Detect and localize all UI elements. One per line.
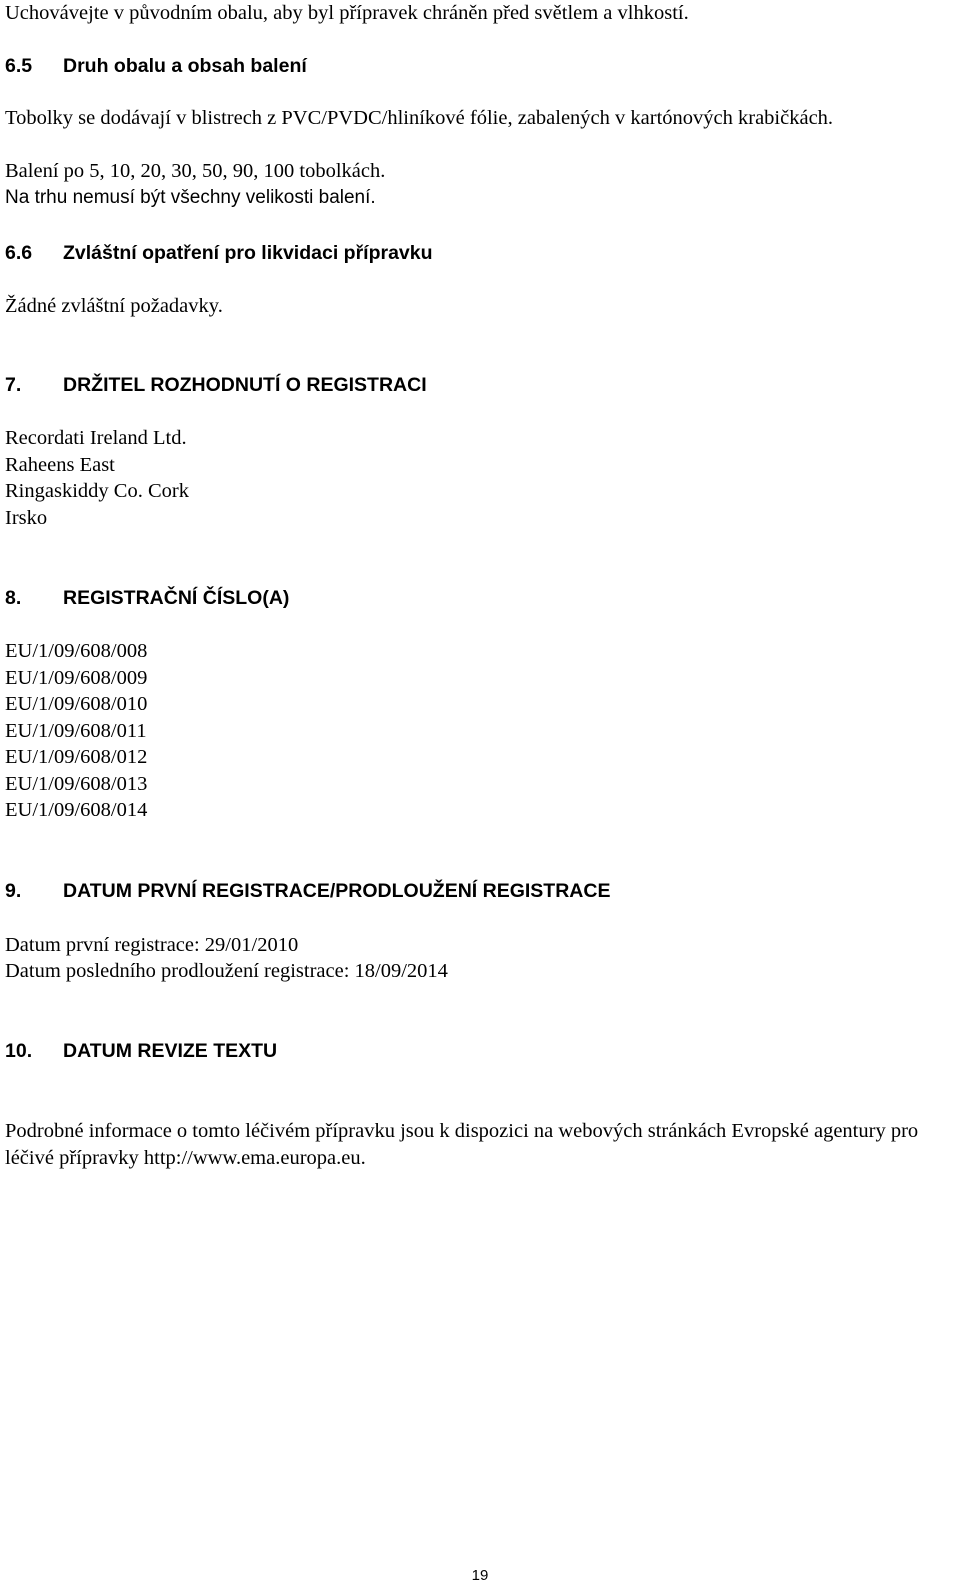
section-title: DRŽITEL ROZHODNUTÍ O REGISTRACI	[63, 374, 427, 396]
registration-number-list	[5, 638, 147, 824]
section-title: Druh obalu a obsah balení	[63, 55, 307, 77]
section-number: 9.	[5, 880, 22, 902]
registration-number: EU/1/09/608/009	[5, 666, 148, 689]
section-6-6-heading	[5, 240, 433, 266]
section-title: DATUM PRVNÍ REGISTRACE/PRODLOUŽENÍ REGISTRACE	[63, 880, 611, 902]
section-number: 8.	[5, 587, 22, 609]
holder-address	[5, 425, 189, 531]
disposal-text: Žádné zvláštní požadavky.	[5, 295, 223, 317]
pack-sizes: Balení po 5, 10, 20, 30, 50, 90, 100 tobolkách.	[5, 160, 386, 182]
registration-number: EU/1/09/608/014	[5, 799, 148, 821]
section-number: 6.5	[5, 55, 33, 77]
market-note: Na trhu nemusí být všechny velikosti balení.	[5, 187, 376, 208]
section-10-heading	[5, 1038, 277, 1064]
section-6-5-heading	[5, 53, 307, 79]
section-number: 10.	[5, 1040, 33, 1062]
address-line: Irsko	[5, 506, 48, 529]
address-line: Raheens East	[5, 453, 115, 476]
section-title: DATUM REVIZE TEXTU	[63, 1040, 278, 1062]
registration-number: EU/1/09/608/012	[5, 746, 148, 768]
section-number: 6.6	[5, 242, 33, 264]
packaging-description: Tobolky se dodávají v blistrech z PVC/PVDC/hliníkové fólie, zabalených v kartónových krabičkách.	[5, 107, 834, 129]
address-line: Recordati Ireland Ltd.	[5, 427, 187, 449]
revision-text: Podrobné informace o tomto léčivém přípravku jsou k dispozici na webových stránkách Evropské agentury pro léčivé přípravky http://www.ema.europa.eu.	[5, 1120, 919, 1169]
section-number: 7.	[5, 374, 22, 396]
last-renewal-date: Datum posledního prodloužení registrace: 18/09/2014	[5, 960, 448, 982]
page-number: 19	[471, 1567, 489, 1584]
section-9-heading	[5, 878, 610, 904]
registration-number: EU/1/09/608/008	[5, 640, 148, 662]
section-title: Zvláštní opatření pro likvidaci přípravku	[63, 242, 433, 264]
registration-number: EU/1/09/608/013	[5, 772, 148, 795]
registration-number: EU/1/09/608/011	[5, 719, 147, 742]
address-line: Ringaskiddy Co. Cork	[5, 480, 189, 502]
storage-note: Uchovávejte v původním obalu, aby byl přípravek chráněn před světlem a vlhkostí.	[5, 2, 689, 24]
section-8-heading	[5, 585, 289, 611]
first-registration-date: Datum první registrace: 29/01/2010	[5, 934, 299, 956]
section-7-heading	[5, 372, 427, 398]
registration-number: EU/1/09/608/010	[5, 693, 148, 715]
section-title: REGISTRAČNÍ ČÍSLO(A)	[63, 587, 290, 609]
